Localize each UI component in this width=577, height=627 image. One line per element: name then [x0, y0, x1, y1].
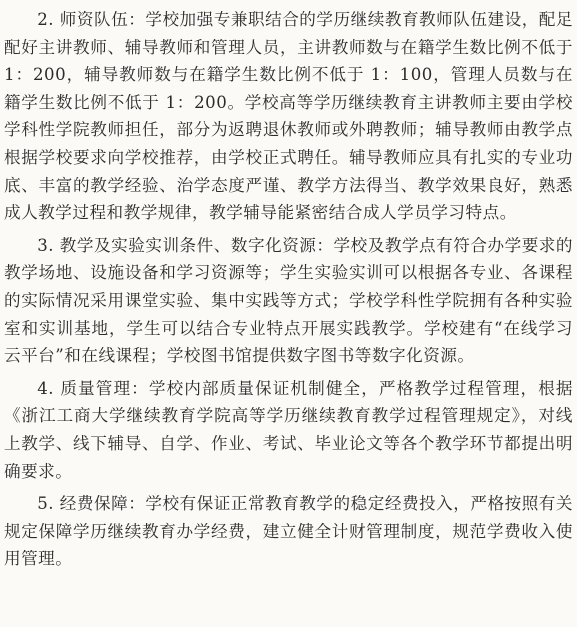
paragraph-funding: 5. 经费保障：学校有保证正常教育教学的稳定经费投入，严格按照有关规定保障学历继续教育办学经费，建立健全计财管理制度，规范学费收入使用管理。: [4, 494, 573, 569]
paragraph-facilities-resources: 3. 教学及实验实训条件、数字化资源：学校及教学点有符合办学要求的教学场地、设施设备和学习资源等；学生实验实训可以根据各专业、各课程的实际情况采用课堂实验、集中实践等方式；学校学科性学院拥有各种实验室和实训基地，学生可以结合专业特点开展实践教学。学校建有“在线学习云平台”和在线课程；学校图书馆提供数字图书等数字化资源。: [4, 235, 573, 366]
paragraph-quality-management: 4. 质量管理：学校内部质量保证机制健全，严格教学过程管理，根据《浙江工商大学继续教育学院高等学历继续教育教学过程管理规定》，对线上教学、线下辅导、自学、作业、考试、毕业论文等各个教学环节都提出明确要求。: [4, 378, 573, 481]
paragraph-faculty: 2. 师资队伍：学校加强专兼职结合的学历继续教育教师队伍建设，配足配好主讲教师、辅导教师和管理人员，主讲教师数与在籍学生数比例不低于 1：200，辅导教师数与在籍学生数比例不低于 1：100，管理人员数与在籍学生数比例不低于 1：200。学校高等学历继续教育主讲教师主要由学校学科性学院教师担任，部分为返聘退休教师或外聘教师；辅导教师由教学点根据学校要求向学校推荐，由学校正式聘任。辅导教师应具有扎实的专业功底、丰富的教学经验、治学态度严谨、教学方法得当、教学效果良好，熟悉成人教学过程和教学规律，教学辅导能紧密结合成人学员学习特点。: [4, 10, 573, 223]
